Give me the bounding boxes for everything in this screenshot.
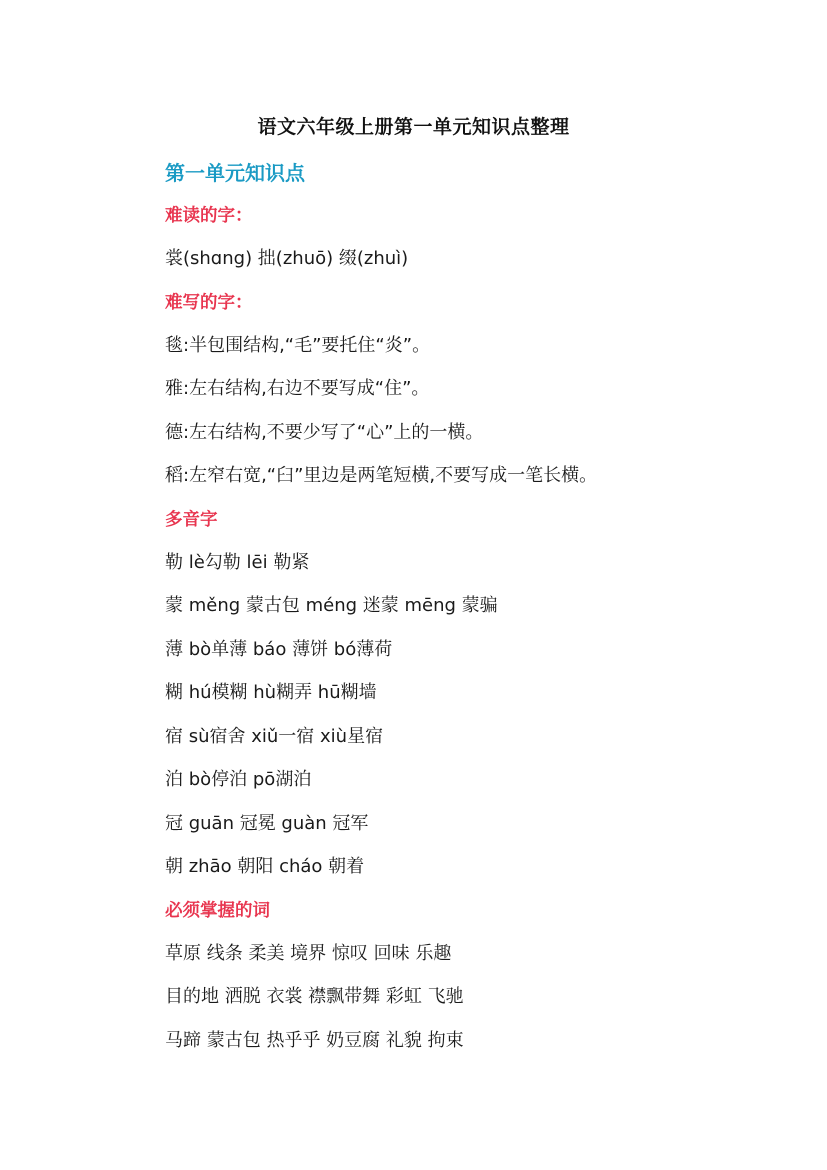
words-line: 草原 线条 柔美 境界 惊叹 回味 乐趣	[165, 942, 452, 964]
polyphone-line: 蒙 měng 蒙古包 méng 迷蒙 mēng 蒙骗	[165, 595, 498, 616]
polyphone-line: 朝 zhāo 朝阳 cháo 朝着	[165, 856, 365, 877]
polyphones-heading: 多音字	[165, 509, 218, 530]
hard-to-write-line: 雅:左右结构,右边不要写成“住”。	[165, 378, 430, 399]
document-body	[165, 158, 785, 1069]
must-master-words-heading: 必须掌握的词	[165, 900, 270, 921]
words-line: 马蹄 蒙古包 热乎乎 奶豆腐 礼貌 拘束	[165, 1029, 464, 1051]
section-title: 第一单元知识点	[165, 161, 305, 185]
polyphone-line: 薄 bò单薄 báo 薄饼 bó薄荷	[165, 638, 393, 660]
hard-to-write-heading: 难写的字：	[165, 292, 253, 313]
polyphone-line: 宿 sù宿舍 xiǔ一宿 xiù星宿	[165, 725, 384, 747]
hard-to-write-line: 稻:左窄右宽,“臼”里边是两笔短横,不要写成一笔长横。	[165, 465, 598, 486]
hard-to-write-line: 毯:半包围结构,“毛”要托住“炎”。	[165, 334, 431, 356]
polyphone-line: 冠 guān 冠冕 guàn 冠军	[165, 812, 369, 834]
polyphone-line: 糊 hú模糊 hù糊弄 hū糊墙	[165, 682, 377, 703]
hard-to-read-line: 裳(shɑng) 拙(zhuō) 缀(zhuì)	[165, 248, 409, 269]
hard-to-write-line: 德:左右结构,不要少写了“心”上的一横。	[165, 421, 484, 443]
polyphone-line: 勒 lè勾勒 lēi 勒紧	[165, 551, 310, 573]
words-line: 目的地 洒脱 衣裳 襟飘带舞 彩虹 飞驰	[165, 986, 464, 1007]
hard-to-read-heading: 难读的字：	[165, 206, 253, 226]
polyphone-line: 泊 bò停泊 pō湖泊	[165, 769, 312, 790]
document-title: 语文六年级上册第一单元知识点整理	[257, 116, 570, 138]
